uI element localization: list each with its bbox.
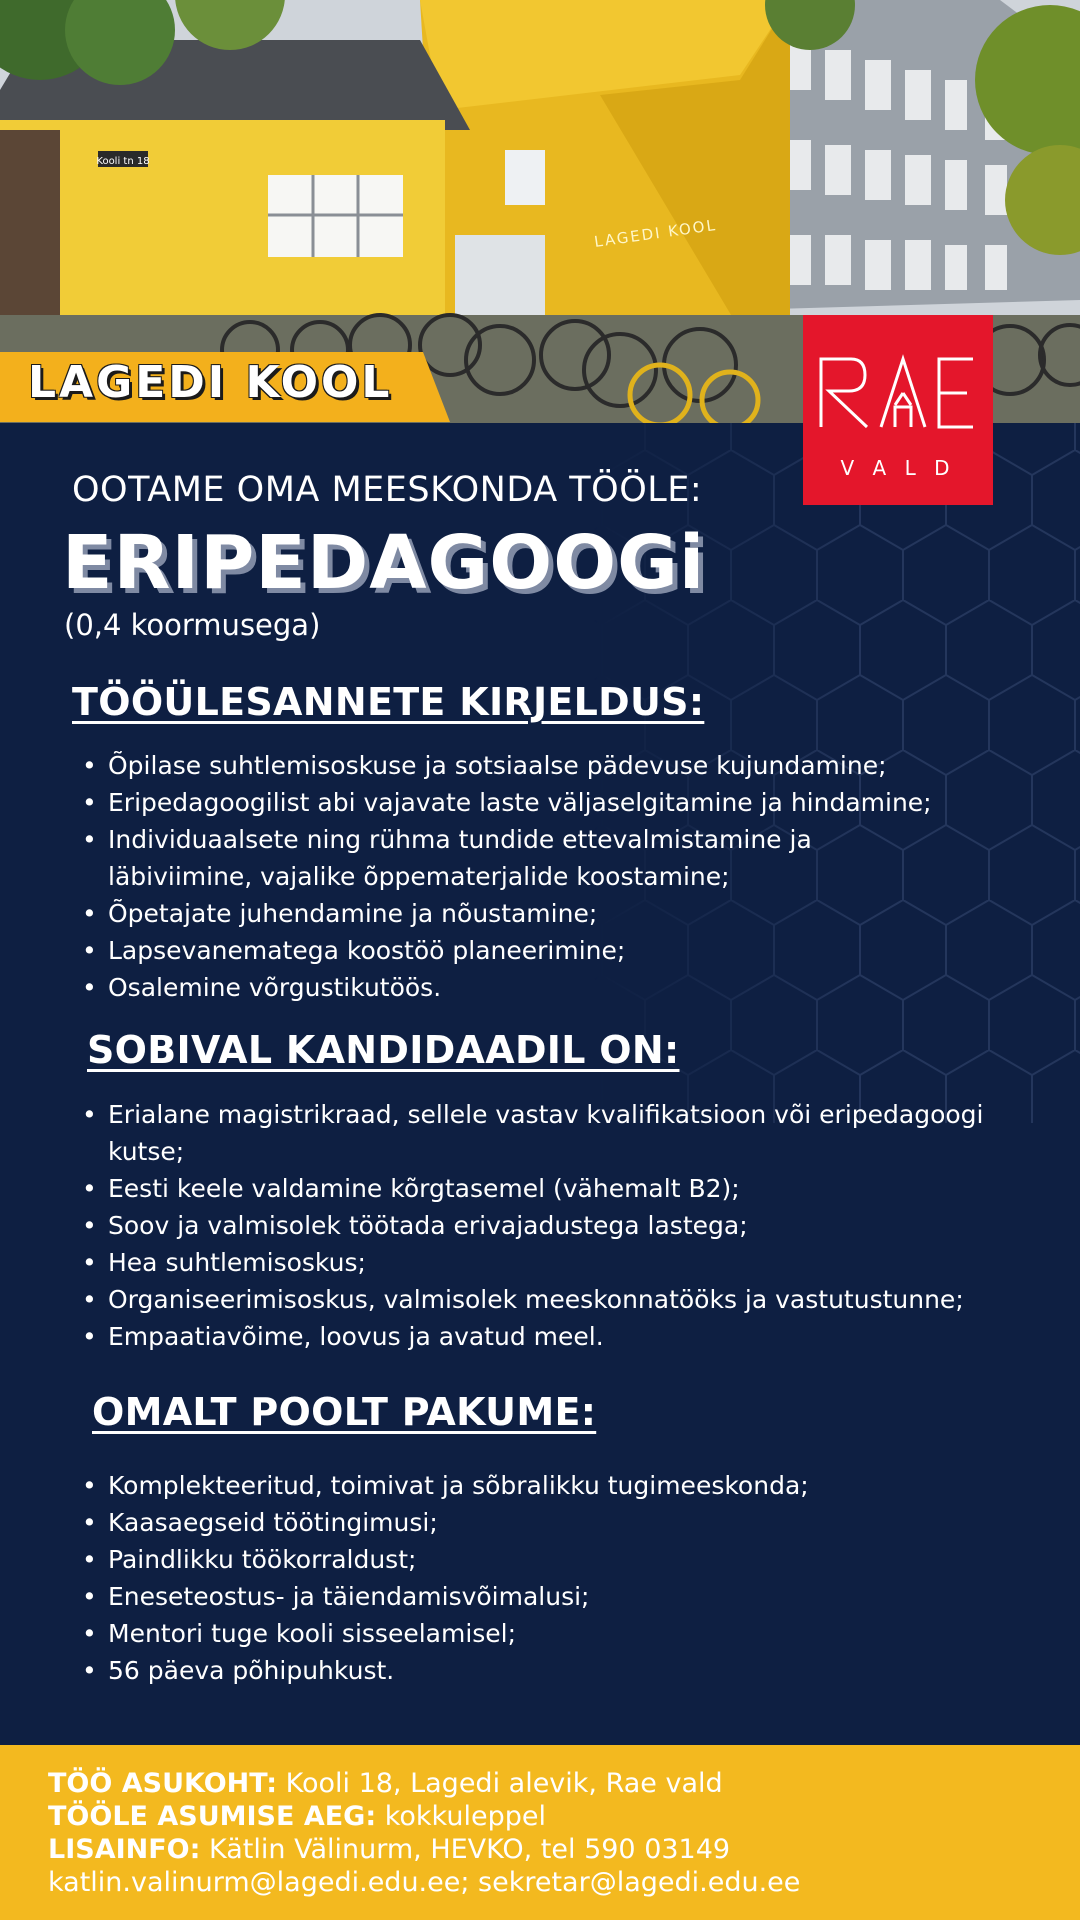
start-row — [48, 1801, 546, 1832]
start-label: TÖÖLE ASUMISE AEG: — [48, 1801, 377, 1832]
list-item: • Eneseteostus- ja täiendamisvõimalusi; — [82, 1582, 590, 1611]
list-item: • Paindlikku töökorraldust; — [82, 1545, 417, 1574]
info-row — [48, 1834, 730, 1865]
list-item: • Erialane magistrikraad, sellele vastav kvalifikatsioon või eripedagoogi kutse; — [82, 1100, 984, 1166]
list-item: • Soov ja valmisolek töötada erivajadustega lastega; — [82, 1211, 748, 1240]
list-item: • Hea suhtlemisoskus; — [82, 1248, 366, 1277]
email-links[interactable]: katlin.valinurm@lagedi.edu.ee; sekretar@lagedi.edu.ee — [48, 1867, 801, 1898]
rae-vald-logo — [803, 315, 993, 505]
offer-list — [82, 1467, 1008, 1689]
intro-line: OOTAME OMA MEESKONDA TÖÖLE: — [72, 470, 703, 510]
school-name: LAGEDI KOOL — [28, 357, 393, 408]
address-plate-text: Kooli tn 18 — [96, 156, 150, 167]
list-item: • Individuaalsete ning rühma tundide ettevalmistamine ja läbiviimine, vajalike õppematerjalide koostamine; — [82, 825, 812, 891]
list-item: • Eesti keele valdamine kõrgtasemel (vähemalt B2); — [82, 1174, 740, 1203]
building-sign-text: LAGEDI KOOL — [593, 215, 718, 251]
duties-list — [82, 747, 1038, 1006]
requirements-list — [82, 1096, 1048, 1355]
logo-subtitle: V A L D — [840, 456, 956, 480]
location-row — [48, 1768, 723, 1799]
offer-heading: OMALT POOLT PAKUME: — [92, 1390, 597, 1434]
requirements-heading: SOBIVAL KANDIDAADIL ON: — [87, 1028, 680, 1072]
list-item: • Mentori tuge kooli sisseelamisel; — [82, 1619, 517, 1648]
logo-wordmark: RAE — [897, 345, 899, 346]
start-value: kokkuleppel — [376, 1801, 546, 1832]
list-item: • Osalemine võrgustikutöös. — [82, 973, 442, 1002]
workload: (0,4 koormusega) — [64, 608, 321, 642]
job-title: ERIPEDAGOOGi — [62, 520, 706, 606]
list-item: • Komplekteeritud, toimivat ja sõbralikku tugimeeskonda; — [82, 1471, 809, 1500]
list-item: • Õpilase suhtlemisoskuse ja sotsiaalse pädevuse kujundamine; — [82, 751, 887, 780]
list-item: • Lapsevanematega koostöö planeerimine; — [82, 936, 626, 965]
list-item: • Eripedagoogilist abi vajavate laste väljaselgitamine ja hindamine; — [82, 788, 932, 817]
list-item: • Organiseerimisoskus, valmisolek meeskonnatööks ja vastutustunne; — [82, 1285, 964, 1314]
list-item: • Empaatiavõime, loovus ja avatud meel. — [82, 1322, 604, 1351]
location-label: TÖÖ ASUKOHT: — [48, 1768, 277, 1799]
info-label: LISAINFO: — [48, 1834, 201, 1865]
location-value: Kooli 18, Lagedi alevik, Rae vald — [277, 1768, 723, 1799]
duties-heading: TÖÖÜLESANNETE KIRJELDUS: — [72, 680, 705, 724]
list-item: • 56 päeva põhipuhkust. — [82, 1656, 395, 1685]
list-item: • Õpetajate juhendamine ja nõustamine; — [82, 899, 598, 928]
list-item: • Kaasaegseid töötingimusi; — [82, 1508, 438, 1537]
info-value: Kätlin Välinurm, HEVKO, tel 590 03149 — [200, 1834, 731, 1865]
